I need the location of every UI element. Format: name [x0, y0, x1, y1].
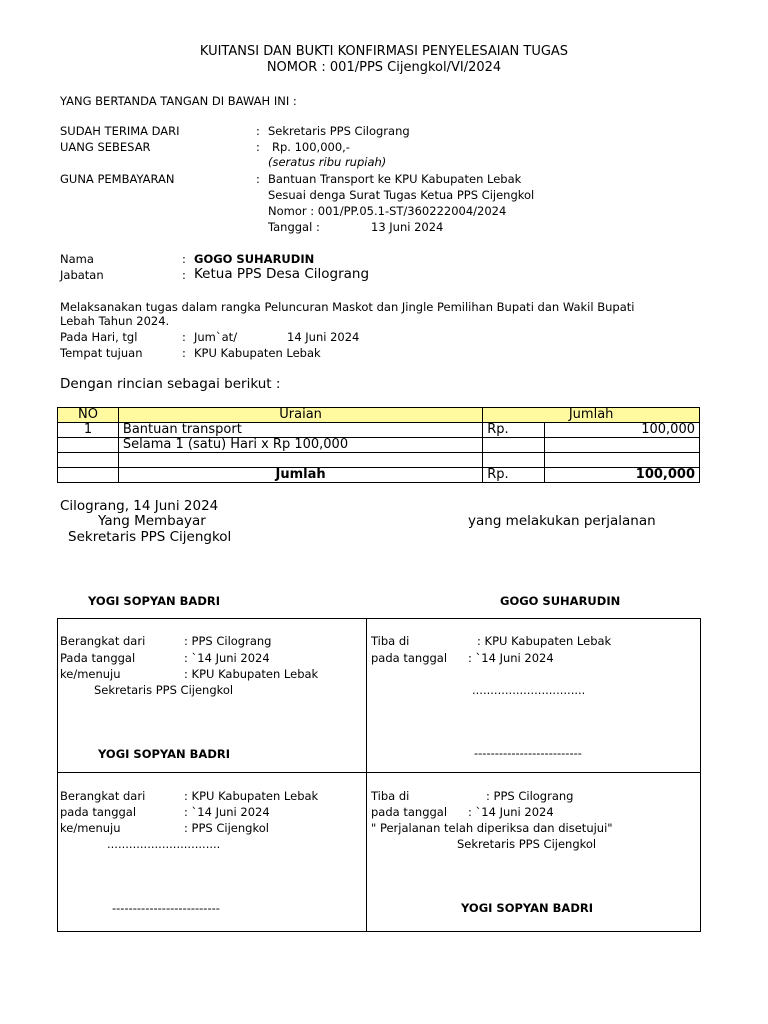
payer-title: Yang Membayar — [98, 513, 206, 529]
document-title: KUITANSI DAN BUKTI KONFIRMASI PENYELESAIAN TUGAS — [199, 44, 569, 59]
row-description: Bantuan transport — [118, 423, 482, 438]
purpose-date-value: 13 Juni 2024 — [371, 220, 444, 234]
box-divider-horizontal — [57, 772, 700, 773]
q4-arrive-value: : PPS Cilograng — [486, 789, 574, 803]
traveler-name: GOGO SUHARUDIN — [500, 594, 621, 608]
received-from-label: SUDAH TERIMA DARI — [60, 124, 180, 138]
header-amount: Jumlah — [483, 408, 700, 423]
task-line-2: Lebah Tahun 2024. — [60, 314, 170, 328]
total-label: Jumlah — [118, 468, 482, 483]
task-line-1: Melaksanakan tugas dalam rangka Peluncuran Maskot dan Jingle Pemilihan Bupati dan Wakil Bupati — [60, 300, 635, 314]
q4-name: YOGI SOPYAN BADRI — [461, 901, 594, 915]
q2-signature-line: -------------------------- — [474, 746, 582, 760]
destination-label: Tempat tujuan — [60, 346, 143, 360]
day-date: 14 Juni 2024 — [287, 330, 360, 344]
header-no: NO — [58, 408, 119, 423]
travel-verification-box — [57, 618, 701, 932]
received-from-value: Sekretaris PPS Cilograng — [268, 124, 410, 138]
box-divider-vertical — [366, 618, 367, 931]
q1-date-value: : `14 Juni 2024 — [184, 651, 270, 665]
colon: : — [182, 330, 186, 344]
position-label: Jabatan — [60, 268, 104, 282]
table-row — [58, 438, 700, 453]
q1-role: Sekretaris PPS Cijengkol — [94, 683, 234, 697]
table-header-row — [58, 408, 700, 423]
destination-value: KPU Kabupaten Lebak — [194, 346, 321, 360]
purpose-date-label: Tanggal : — [268, 220, 320, 234]
q4-date-value: : `14 Juni 2024 — [468, 805, 554, 819]
row-amount: 100,000 — [545, 423, 700, 438]
q1-to-label: ke/menuju — [60, 667, 121, 681]
colon: : — [256, 172, 260, 186]
purpose-label: GUNA PEMBAYARAN — [60, 172, 175, 186]
purpose-line-3: Nomor : 001/PP.05.1-ST/360222004/2024 — [268, 204, 507, 218]
intro-text: YANG BERTANDA TANGAN DI BAWAH INI : — [60, 94, 297, 108]
payer-role: Sekretaris PPS Cijengkol — [68, 529, 232, 545]
amount-value: Rp. 100,000,- — [272, 140, 350, 154]
q3-to-label: ke/menuju — [60, 821, 121, 835]
traveler-title: yang melakukan perjalanan — [468, 513, 656, 529]
place-date: Cilograng, 14 Juni 2024 — [60, 498, 219, 514]
q2-arrive-value: : KPU Kabupaten Lebak — [477, 634, 612, 648]
row-currency: Rp. — [483, 423, 545, 438]
total-amount: 100,000 — [545, 468, 700, 483]
q2-date-value: : `14 Juni 2024 — [468, 651, 554, 665]
name-label: Nama — [60, 252, 94, 266]
details-intro: Dengan rincian sebagai berikut : — [60, 376, 281, 392]
amount-label: UANG SEBESAR — [60, 140, 151, 154]
q2-date-label: pada tanggal — [371, 651, 448, 665]
q3-depart-value: : KPU Kabupaten Lebak — [184, 789, 319, 803]
name-value: GOGO SUHARUDIN — [194, 252, 315, 266]
amount-words: (seratus ribu rupiah) — [268, 155, 387, 169]
purpose-line-1: Bantuan Transport ke KPU Kabupaten Lebak — [268, 172, 522, 186]
colon: : — [182, 268, 186, 282]
table-total-row — [58, 468, 700, 483]
document-number: NOMOR : 001/PPS Cijengkol/VI/2024 — [266, 60, 502, 75]
colon: : — [182, 346, 186, 360]
q3-depart-label: Berangkat dari — [60, 789, 146, 803]
header-description: Uraian — [118, 408, 482, 423]
details-table — [57, 407, 700, 483]
q3-date-label: pada tanggal — [60, 805, 137, 819]
q1-to-value: : KPU Kabupaten Lebak — [184, 667, 319, 681]
q1-name: YOGI SOPYAN BADRI — [98, 747, 231, 761]
q3-signature-line: -------------------------- — [112, 901, 220, 915]
q1-depart-label: Berangkat dari — [60, 634, 146, 648]
q4-approval-note: " Perjalanan telah diperiksa dan disetujui" — [371, 821, 613, 835]
q3-to-value: : PPS Cijengkol — [184, 821, 269, 835]
q4-arrive-label: Tiba di — [371, 789, 410, 803]
payer-name: YOGI SOPYAN BADRI — [88, 594, 221, 608]
total-currency: Rp. — [483, 468, 545, 483]
q2-arrive-label: Tiba di — [371, 634, 410, 648]
row-description: Selama 1 (satu) Hari x Rp 100,000 — [118, 438, 482, 453]
day-label: Pada Hari, tgl — [60, 330, 138, 344]
q1-depart-value: : PPS Cilograng — [184, 634, 272, 648]
purpose-line-2: Sesuai denga Surat Tugas Ketua PPS Cijengkol — [268, 188, 535, 202]
q1-date-label: Pada tanggal — [60, 651, 136, 665]
colon: : — [182, 252, 186, 266]
position-value: Ketua PPS Desa Cilograng — [194, 266, 370, 282]
q3-signature-dots: ............................... — [107, 837, 221, 851]
day-value: Jum`at/ — [194, 330, 238, 344]
row-no: 1 — [58, 423, 119, 438]
colon: : — [256, 140, 260, 154]
table-row — [58, 453, 700, 468]
q3-date-value: : `14 Juni 2024 — [184, 805, 270, 819]
q4-date-label: pada tanggal — [371, 805, 448, 819]
colon: : — [256, 124, 260, 138]
table-row — [58, 423, 700, 438]
q2-signature-dots: ............................... — [472, 683, 586, 697]
q4-role: Sekretaris PPS Cijengkol — [457, 837, 597, 851]
